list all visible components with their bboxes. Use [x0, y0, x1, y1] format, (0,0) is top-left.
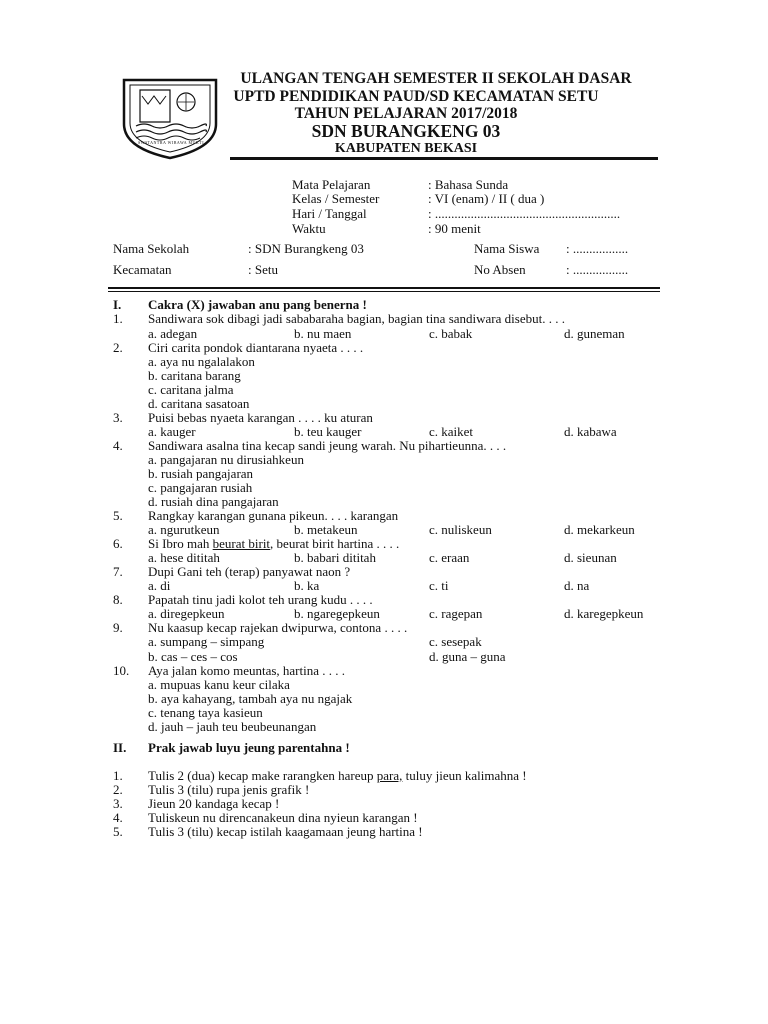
essay-number: 2. [113, 782, 123, 797]
question-number: 8. [113, 592, 123, 607]
essay-text-post: tuluy jieun kalimahna ! [402, 768, 527, 783]
option-d[interactable]: d. caritana sasatoan [148, 396, 250, 411]
header-line-5: KABUPATEN BEKASI [334, 141, 478, 156]
essay-question: Jieun 20 kandaga kecap ! [148, 796, 280, 811]
option-d[interactable]: d. karegepkeun [564, 606, 644, 621]
option-b[interactable]: b. caritana barang [148, 368, 241, 383]
option-c[interactable]: c. ti [429, 578, 449, 593]
hari-label: Hari / Tanggal [292, 206, 367, 221]
kecamatan-value: : Setu [248, 262, 278, 277]
option-c[interactable]: c. pangajaran rusiah [148, 480, 253, 495]
header-line-2: UPTD PENDIDIKAN PAUD/SD KECAMATAN SETU [233, 88, 599, 105]
question-text: Papatah tinu jadi kolot teh urang kudu . . . . [148, 592, 373, 607]
mapel-value: : Bahasa Sunda [428, 177, 509, 192]
sekolah-label: Nama Sekolah [113, 241, 190, 256]
essay-number: 4. [113, 810, 123, 825]
option-a[interactable]: a. aya nu ngalalakon [148, 354, 255, 369]
kelas-label: Kelas / Semester [292, 191, 380, 206]
mapel-label: Mata Pelajaran [292, 177, 371, 192]
option-d[interactable]: d. mekarkeun [564, 522, 635, 537]
option-c[interactable]: c. nuliskeun [429, 522, 492, 537]
question-number: 9. [113, 620, 123, 635]
question-text-post: , beurat birit hartina . . . . [270, 536, 400, 551]
option-c[interactable]: c. eraan [429, 550, 470, 565]
question-number: 6. [113, 536, 123, 551]
underlined-word: para, [376, 768, 403, 783]
header-line-4: SDN BURANGKENG 03 [311, 121, 501, 141]
question-text: Rangkay karangan gunana pikeun. . . . karangan [148, 508, 399, 523]
option-b[interactable]: b. ngaregepkeun [294, 606, 380, 621]
essay-number: 3. [113, 796, 123, 811]
question-number: 2. [113, 340, 123, 355]
option-c[interactable]: c. ragepan [429, 606, 483, 621]
absen-value: : ................. [566, 262, 629, 277]
option-c[interactable]: c. tenang taya kasieun [148, 705, 263, 720]
question-number: 4. [113, 438, 123, 453]
question-text: Aya jalan komo meuntas, hartina . . . . [148, 663, 346, 678]
option-b[interactable]: b. babari dititah [294, 550, 376, 565]
header-divider [230, 157, 658, 160]
option-d[interactable]: d. guna – guna [429, 649, 506, 664]
info-divider-thin [108, 291, 660, 292]
option-b[interactable]: b. rusiah pangajaran [148, 466, 254, 481]
question-text: Puisi bebas nyaeta karangan . . . . ku aturan [148, 410, 373, 425]
option-c[interactable]: c. babak [429, 326, 473, 341]
essay-question: Tulis 3 (tilu) kecap istilah kaagamaan jeung hartina ! [148, 824, 423, 839]
siswa-label: Nama Siswa [474, 241, 540, 256]
waktu-value: : 90 menit [428, 221, 481, 236]
option-a[interactable]: a. sumpang – simpang [148, 634, 265, 649]
question-text: Sandiwara sok dibagi jadi sababaraha bagian, bagian tina sandiwara disebut. . . . [148, 311, 565, 326]
essay-text-pre: Tulis 2 (dua) kecap make rarangken hareup [148, 768, 377, 783]
siswa-value: : ................. [566, 241, 629, 256]
question-number: 3. [113, 410, 123, 425]
essay-number: 1. [113, 768, 123, 783]
question-text-pre: Si Ibro mah [148, 536, 213, 551]
option-d[interactable]: d. rusiah dina pangajaran [148, 494, 279, 509]
sekolah-value: : SDN Burangkeng 03 [248, 241, 364, 256]
option-a[interactable]: a. pangajaran nu dirusiahkeun [148, 452, 304, 467]
option-a[interactable]: a. hese dititah [148, 550, 220, 565]
option-d[interactable]: d. na [564, 578, 590, 593]
option-a[interactable]: a. kauger [148, 424, 196, 439]
option-d[interactable]: d. kabawa [564, 424, 617, 439]
section1-number: I. [113, 297, 122, 312]
question-number: 1. [113, 311, 123, 326]
question-number: 7. [113, 564, 123, 579]
kelas-value: : VI (enam) / II ( dua ) [428, 191, 545, 206]
option-b[interactable]: b. metakeun [294, 522, 358, 537]
option-b[interactable]: b. aya kahayang, tambah aya nu ngajak [148, 691, 353, 706]
option-b[interactable]: b. teu kauger [294, 424, 362, 439]
section2-number: II. [113, 740, 127, 755]
option-a[interactable]: a. diregepkeun [148, 606, 225, 621]
header-line-3: TAHUN PELAJARAN 2017/2018 [294, 105, 518, 122]
hari-value: : ......................................................... [428, 206, 621, 221]
section1-title: Cakra (X) jawaban anu pang benerna ! [148, 297, 367, 312]
info-divider-thick [108, 287, 660, 289]
question-text: Ciri carita pondok diantarana nyaeta . . . . [148, 340, 364, 355]
kecamatan-label: Kecamatan [113, 262, 172, 277]
question-text: Nu kaasup kecap rajekan dwipurwa, contona . . . . [148, 620, 408, 635]
absen-label: No Absen [474, 262, 526, 277]
waktu-label: Waktu [292, 221, 326, 236]
option-d[interactable]: d. guneman [564, 326, 625, 341]
option-d[interactable]: d. jauh – jauh teu beubeunangan [148, 719, 317, 734]
option-d[interactable]: d. sieunan [564, 550, 617, 565]
question-text: Sandiwara asalna tina kecap sandi jeung warah. Nu pihartieunna. . . . [148, 438, 507, 453]
option-b[interactable]: b. nu maen [294, 326, 352, 341]
option-c[interactable]: c. kaiket [429, 424, 474, 439]
option-b[interactable]: b. cas – ces – cos [148, 649, 238, 664]
school-logo [120, 76, 220, 160]
question-number: 5. [113, 508, 123, 523]
underlined-phrase: beurat birit [212, 536, 271, 551]
option-c[interactable]: c. sesepak [429, 634, 482, 649]
essay-number: 5. [113, 824, 123, 839]
question-text: Dupi Gani teh (terap) panyawat naon ? [148, 564, 351, 579]
option-a[interactable]: a. mupuas kanu keur cilaka [148, 677, 290, 692]
header-line-1: ULANGAN TENGAH SEMESTER II SEKOLAH DASAR [240, 70, 632, 87]
question-number: 10. [113, 663, 130, 678]
logo-motto: SWATANTRA WIBAWA MUKTI [138, 140, 205, 145]
option-a[interactable]: a. adegan [148, 326, 198, 341]
essay-question: Tulis 3 (tilu) rupa jenis grafik ! [148, 782, 310, 797]
option-a[interactable]: a. ngurutkeun [148, 522, 220, 537]
section2-title: Prak jawab luyu jeung parentahna ! [148, 740, 350, 755]
essay-question: Tuliskeun nu direncanakeun dina nyieun karangan ! [148, 810, 418, 825]
option-b[interactable]: b. ka [294, 578, 320, 593]
option-a[interactable]: a. di [148, 578, 171, 593]
option-c[interactable]: c. caritana jalma [148, 382, 234, 397]
